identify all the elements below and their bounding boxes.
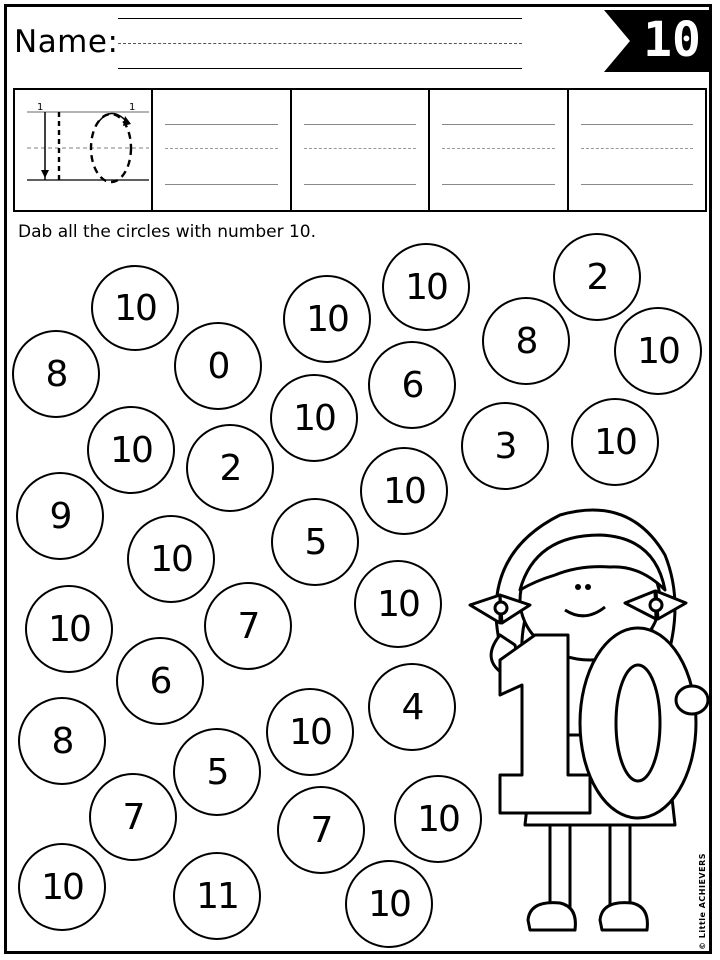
dab-circle[interactable]: 7 bbox=[89, 773, 177, 861]
dab-circle[interactable]: 2 bbox=[186, 424, 274, 512]
dab-circle[interactable]: 6 bbox=[368, 341, 456, 429]
dab-circle[interactable]: 8 bbox=[12, 330, 100, 418]
trace-practice-cell[interactable] bbox=[430, 90, 568, 210]
number-banner bbox=[604, 10, 710, 72]
dab-circle[interactable]: 10 bbox=[382, 243, 470, 331]
dab-circle[interactable]: 11 bbox=[173, 852, 261, 940]
trace-ten-guide-icon bbox=[15, 90, 161, 214]
instruction-text: Dab all the circles with number 10. bbox=[18, 222, 317, 242]
svg-text:1: 1 bbox=[37, 102, 44, 113]
dab-circle[interactable]: 7 bbox=[204, 582, 292, 670]
trace-practice-cell[interactable] bbox=[292, 90, 430, 210]
dab-circle[interactable]: 3 bbox=[461, 402, 549, 490]
dab-circle[interactable]: 2 bbox=[553, 233, 641, 321]
svg-text:1: 1 bbox=[129, 102, 136, 113]
tracing-row bbox=[13, 88, 707, 212]
dab-circle[interactable]: 0 bbox=[174, 322, 262, 410]
dab-circle[interactable]: 5 bbox=[271, 498, 359, 586]
dab-circle[interactable]: 10 bbox=[394, 775, 482, 863]
dab-circle[interactable]: 10 bbox=[25, 585, 113, 673]
dab-circle[interactable]: 10 bbox=[614, 307, 702, 395]
name-label: Name: bbox=[14, 24, 119, 60]
dab-circle[interactable]: 10 bbox=[87, 406, 175, 494]
dab-circle[interactable]: 10 bbox=[360, 447, 448, 535]
trace-practice-cell[interactable] bbox=[153, 90, 291, 210]
dab-circle[interactable]: 8 bbox=[18, 697, 106, 785]
dab-circle[interactable]: 8 bbox=[482, 297, 570, 385]
dab-circle[interactable]: 10 bbox=[266, 688, 354, 776]
dab-circle[interactable]: 6 bbox=[116, 637, 204, 725]
dab-circle[interactable]: 10 bbox=[270, 374, 358, 462]
dab-circle[interactable]: 9 bbox=[16, 472, 104, 560]
dab-circle[interactable]: 10 bbox=[345, 860, 433, 948]
dab-circle[interactable]: 10 bbox=[18, 843, 106, 931]
trace-example-cell bbox=[15, 90, 153, 210]
dab-circle[interactable]: 10 bbox=[91, 265, 179, 351]
banner-number: 10 bbox=[643, 12, 701, 68]
dab-circle[interactable]: 10 bbox=[571, 398, 659, 486]
trace-practice-cell[interactable] bbox=[569, 90, 705, 210]
dab-circle[interactable]: 5 bbox=[173, 728, 261, 816]
name-writing-lines[interactable] bbox=[118, 18, 522, 72]
dab-circle[interactable]: 7 bbox=[277, 786, 365, 874]
dab-circle[interactable]: 4 bbox=[368, 663, 456, 751]
dab-circle[interactable]: 10 bbox=[354, 560, 442, 648]
girl-holding-ten-illustration bbox=[460, 495, 710, 955]
dab-circle[interactable]: 10 bbox=[127, 515, 215, 603]
publisher-credit: © Little ACHIEVERS bbox=[698, 852, 707, 950]
dab-circle[interactable]: 10 bbox=[283, 275, 371, 363]
